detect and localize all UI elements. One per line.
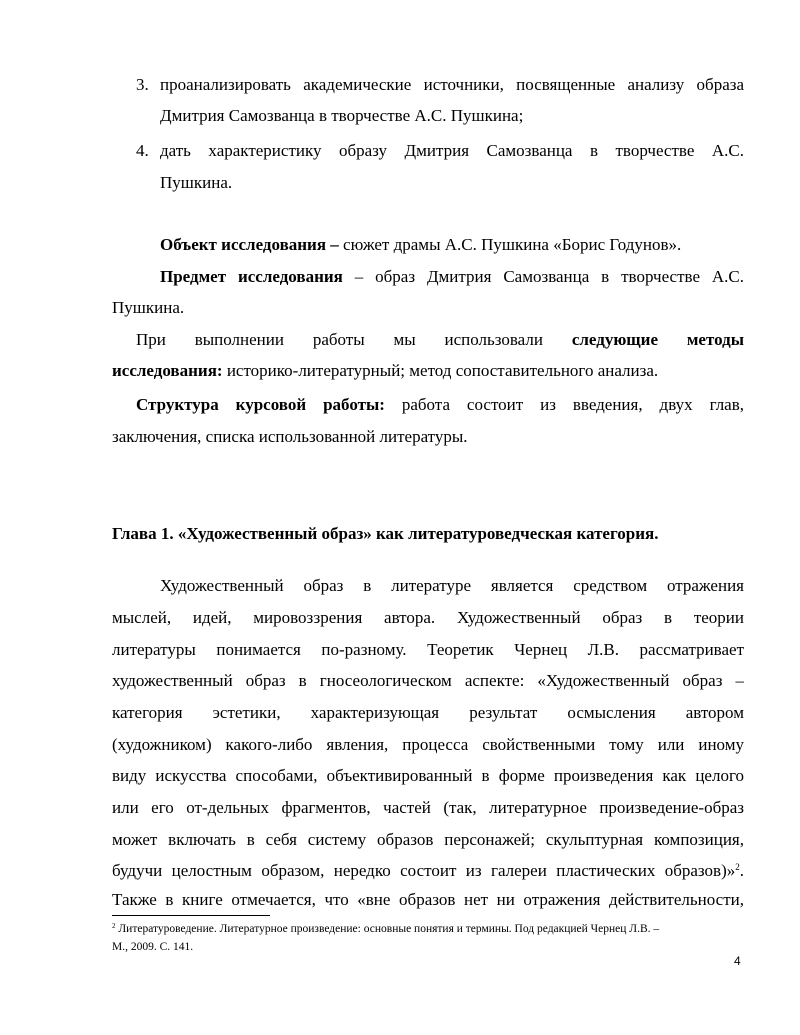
- footnote-line-2: М., 2009. С. 141.: [112, 941, 194, 953]
- body-line-9: может включать в себя систему образов персонажей; скульптурная композиция,: [112, 830, 744, 849]
- chapter-heading: Глава 1. «Художественный образ» как литературоведческая категория.: [112, 524, 659, 543]
- body-line-2: мыслей, идей, мировоззрения автора. Художественный образ в теории: [112, 608, 744, 627]
- methods-text: При выполнении работы мы использовали: [136, 330, 572, 349]
- object-paragraph: [160, 234, 744, 256]
- structure-paragraph-line-2: заключения, списка использованной литературы.: [112, 427, 468, 446]
- list-number-3: 3.: [136, 75, 149, 94]
- methods-label-part-1: следующие методы: [571, 330, 744, 349]
- object-label: Объект исследования –: [160, 235, 339, 254]
- subject-paragraph-line-2: Пушкина.: [112, 298, 185, 317]
- page-number: 4: [734, 954, 741, 968]
- body-line-7: виду искусства способами, объективированный в форме произведения как целого: [112, 766, 744, 785]
- body-line-3: литературы понимается по-разному. Теоретик Чернец Л.В. рассматривает: [112, 640, 744, 659]
- list-item-3-line-2: Дмитрия Самозванца в творчестве А.С. Пушкина;: [160, 106, 524, 125]
- structure-paragraph-line-1: [136, 394, 744, 416]
- methods-list: историко-литературный; метод сопоставительного анализа.: [222, 361, 659, 380]
- subject-text: – образ Дмитрия Самозванца в творчестве А.С.: [342, 267, 744, 286]
- body-line-6: (художником) какого-либо явления, процесса свойственными тому или иному: [112, 735, 744, 754]
- body-line-10: будучи целостным образом, нередко состоит из галереи пластических образов)»$^2$.: [112, 861, 744, 880]
- list-number-4: 4.: [136, 141, 149, 160]
- footnote-ref-2[interactable]: 2: [735, 862, 740, 872]
- subject-label: Предмет исследования: [160, 267, 343, 286]
- body-line-8: или его от-дельных фрагментов, частей (так, литературное произведение-образ: [112, 798, 744, 817]
- footnote-number: 2: [112, 922, 116, 930]
- methods-paragraph-line-1: [136, 329, 744, 351]
- methods-label-part-2: исследования:: [112, 361, 223, 380]
- body-line-4: художественный образ в гносеологическом аспекте: «Художественный образ –: [112, 671, 744, 690]
- body-line-1: Художественный образ в литературе является средством отражения: [160, 576, 744, 595]
- footnote-separator: [112, 915, 270, 916]
- list-item-4-line-2: Пушкина.: [160, 173, 233, 192]
- methods-paragraph-line-2: [112, 360, 744, 382]
- list-item-3-line-1: проанализировать академические источники, посвященные анализу образа: [160, 75, 744, 94]
- subject-paragraph-line-1: [160, 266, 744, 288]
- structure-label: Структура курсовой работы:: [136, 395, 385, 414]
- structure-text: работа состоит из введения, двух глав,: [384, 395, 744, 414]
- body-line-5: категория эстетики, характеризующая результат осмысления автором: [112, 703, 744, 722]
- object-text: сюжет драмы А.С. Пушкина «Борис Годунов».: [338, 235, 682, 254]
- list-item-4-line-1: дать характеристику образу Дмитрия Самозванца в творчестве А.С.: [160, 141, 744, 160]
- body-line-11: Также в книге отмечается, что «вне образов нет ни отражения действительности,: [112, 890, 744, 909]
- footnote-line-1: $^2$ Литературоведение. Литературное произведение: основные понятия и термины. Под редакцией Чернец Л.В. –: [112, 922, 660, 935]
